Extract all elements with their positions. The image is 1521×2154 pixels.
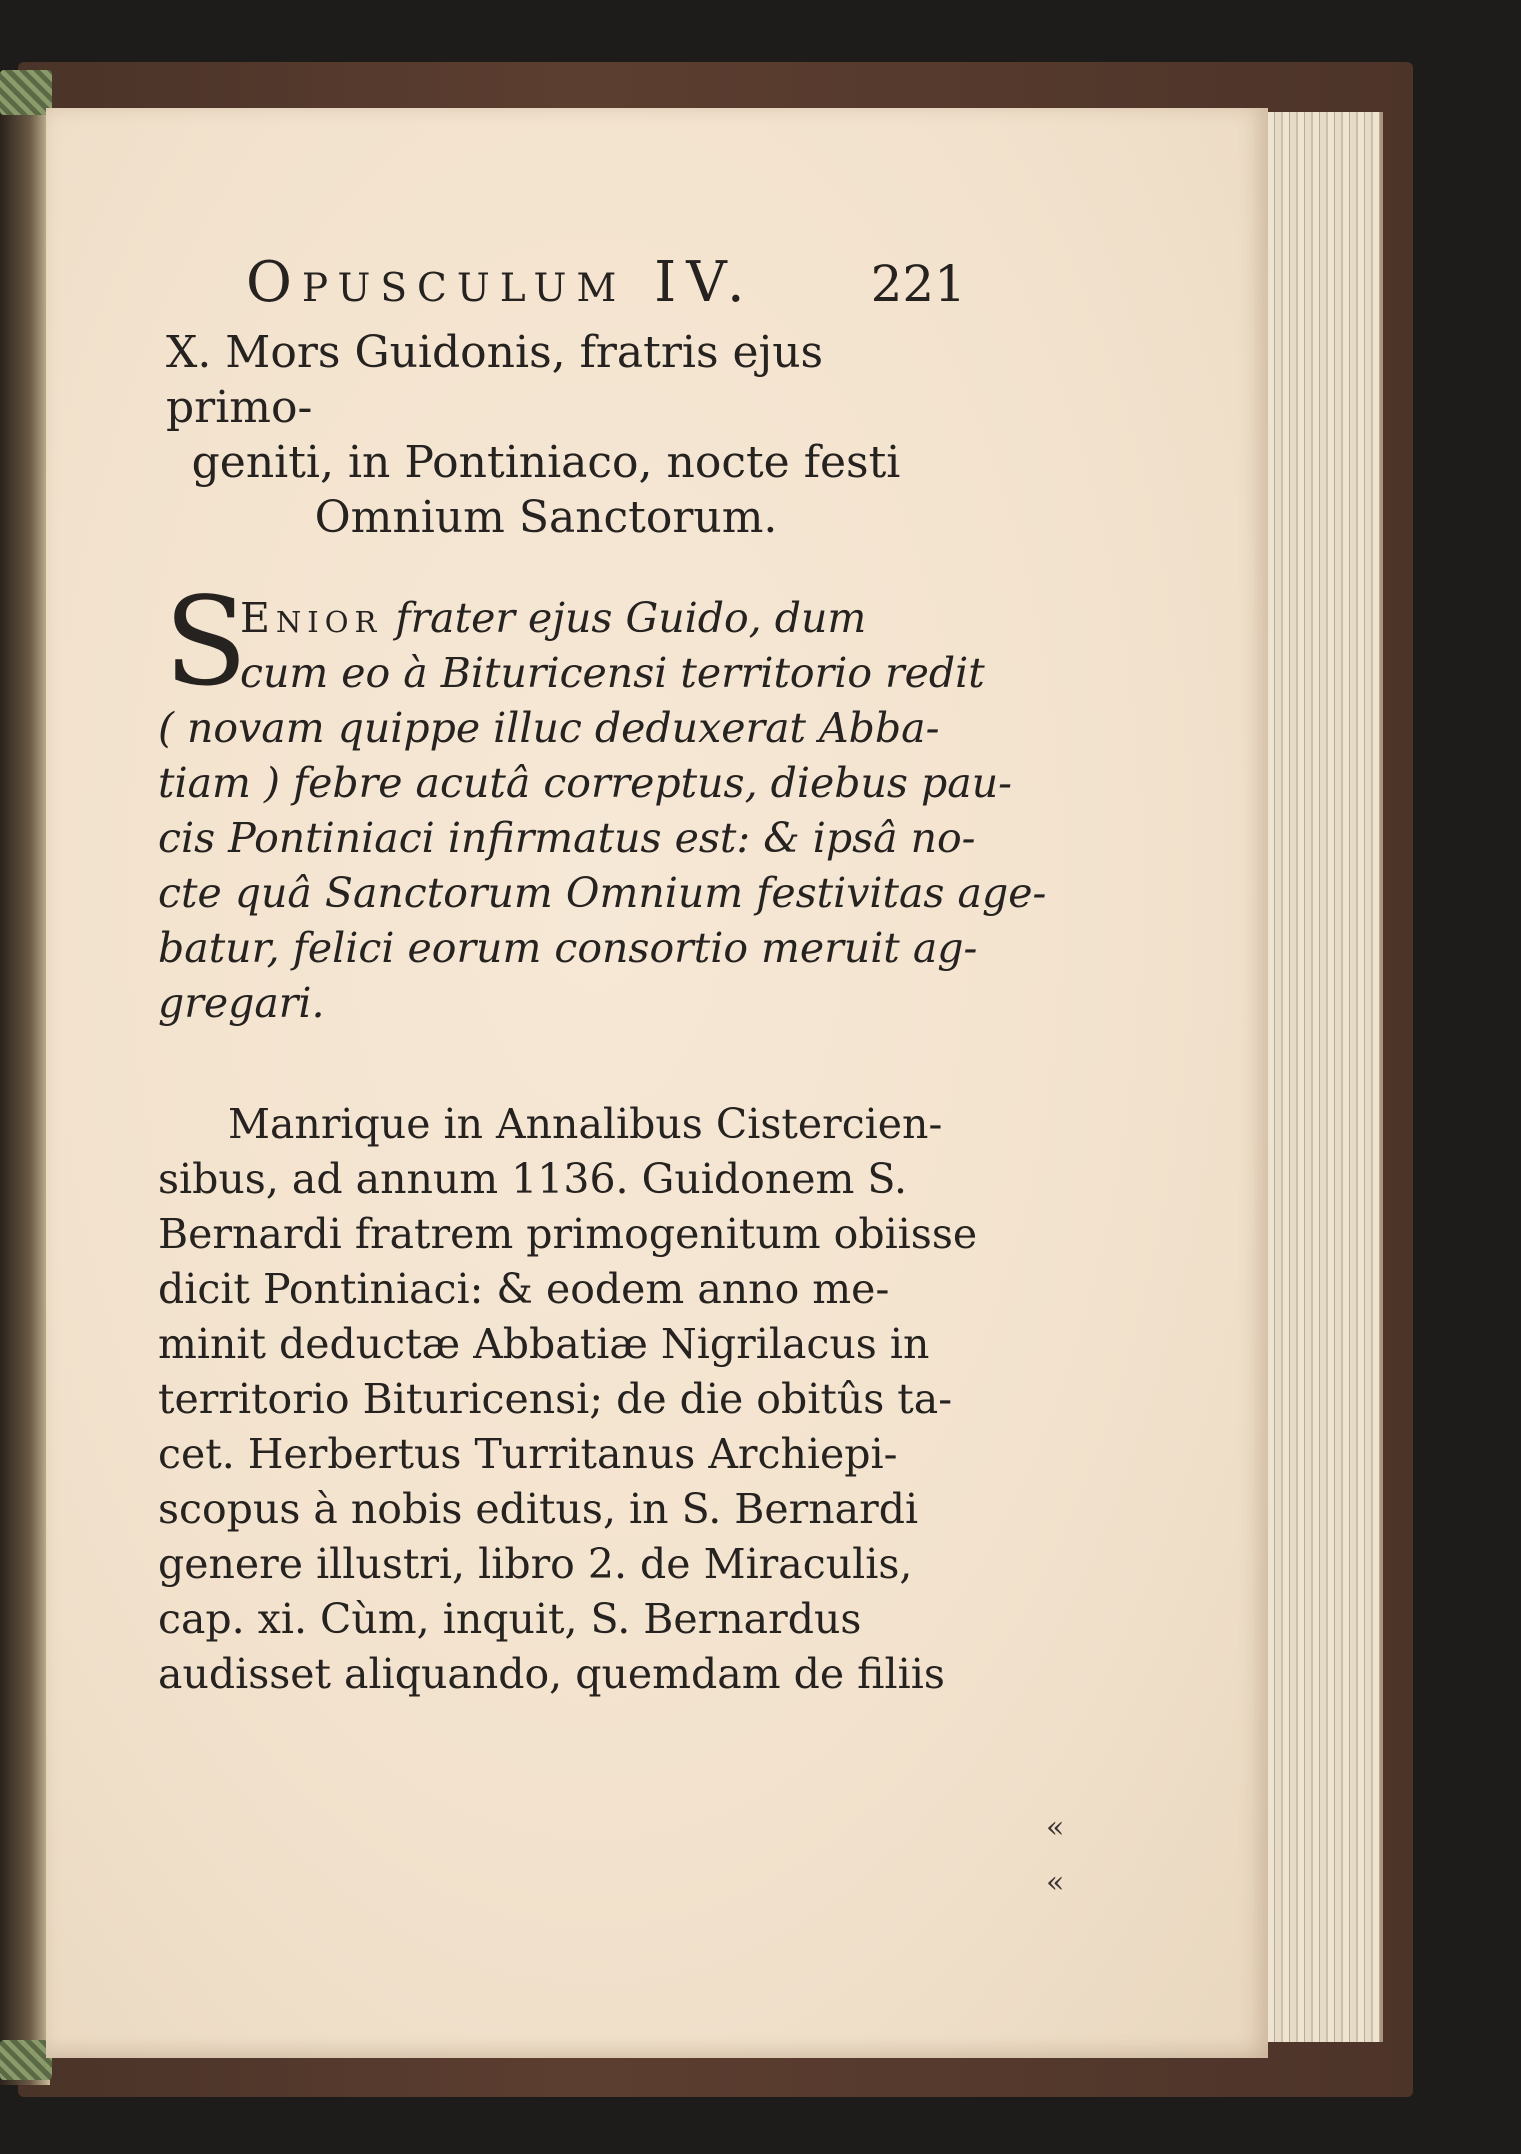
chapter-heading bbox=[116, 325, 976, 545]
running-head-title: Opusculum IV. bbox=[246, 250, 755, 315]
binding-clip-bottom bbox=[0, 2040, 52, 2080]
heading-line: geniti, in Pontiniaco, nocte festi bbox=[191, 437, 901, 488]
body-line: audisset aliquando, quemdam de filiis bbox=[158, 1650, 945, 1698]
running-head bbox=[116, 248, 976, 319]
body-line: genere illustri, libro 2. de Miraculis, bbox=[158, 1540, 913, 1588]
summary-first-word: Enior bbox=[240, 594, 383, 642]
summary-line: tiam ) febre acutâ correptus, diebus pau- bbox=[158, 759, 1012, 807]
body-line: sibus, ad annum 1136. Guidonem S. bbox=[158, 1155, 908, 1203]
body-line: minit deductæ Abbatiæ Nigrilacus in bbox=[158, 1320, 930, 1368]
summary-line bbox=[158, 591, 976, 646]
cover-spine-edge bbox=[0, 75, 50, 2085]
body-line: Manrique in Annalibus Cistercien- bbox=[228, 1100, 943, 1148]
summary-line: cis Pontiniaci infirmatus est: & ipsâ no- bbox=[158, 814, 976, 862]
chapter-summary bbox=[116, 571, 1047, 1031]
summary-line: ( novam quippe illuc deduxerat Abba- bbox=[158, 704, 940, 752]
drop-cap: S bbox=[164, 571, 248, 713]
summary-line: cum eo à Bituricensi territorio redit bbox=[240, 649, 985, 697]
summary-line: gregari. bbox=[158, 979, 325, 1027]
summary-line: batur, felici eorum consortio meruit ag- bbox=[158, 924, 978, 972]
body-line: Bernardi fratrem primogenitum obiisse bbox=[158, 1210, 978, 1258]
heading-line: Omnium Sanctorum. bbox=[314, 492, 778, 543]
body-line: cap. xi. Cùm, inquit, S. Bernardus bbox=[158, 1595, 862, 1643]
body-line: dicit Pontiniaci: & eodem anno me- bbox=[158, 1265, 890, 1313]
quotation-marks-margin bbox=[1046, 1800, 1064, 1910]
body-line: cet. Herbertus Turritanus Archiepi- bbox=[158, 1430, 898, 1478]
page-number: 221 bbox=[870, 255, 966, 313]
binding-clip-top bbox=[0, 70, 52, 115]
quotation-mark: « bbox=[1046, 1865, 1065, 1900]
body-line: territorio Bituricensi; de die obitûs ta- bbox=[158, 1375, 953, 1423]
quotation-mark: « bbox=[1046, 1810, 1065, 1845]
page-text bbox=[116, 248, 1065, 1900]
summary-line: cte quâ Sanctorum Omnium festivitas age- bbox=[158, 869, 1047, 917]
page-edges bbox=[1260, 112, 1383, 2042]
body-line: scopus à nobis editus, in S. Bernardi bbox=[158, 1485, 919, 1533]
book-page bbox=[46, 108, 1268, 2058]
summary-first-line-rest: frater ejus Guido, dum bbox=[382, 594, 867, 642]
body-paragraph bbox=[116, 1097, 976, 1702]
heading-line: X. Mors Guidonis, fratris ejus primo- bbox=[166, 327, 824, 433]
